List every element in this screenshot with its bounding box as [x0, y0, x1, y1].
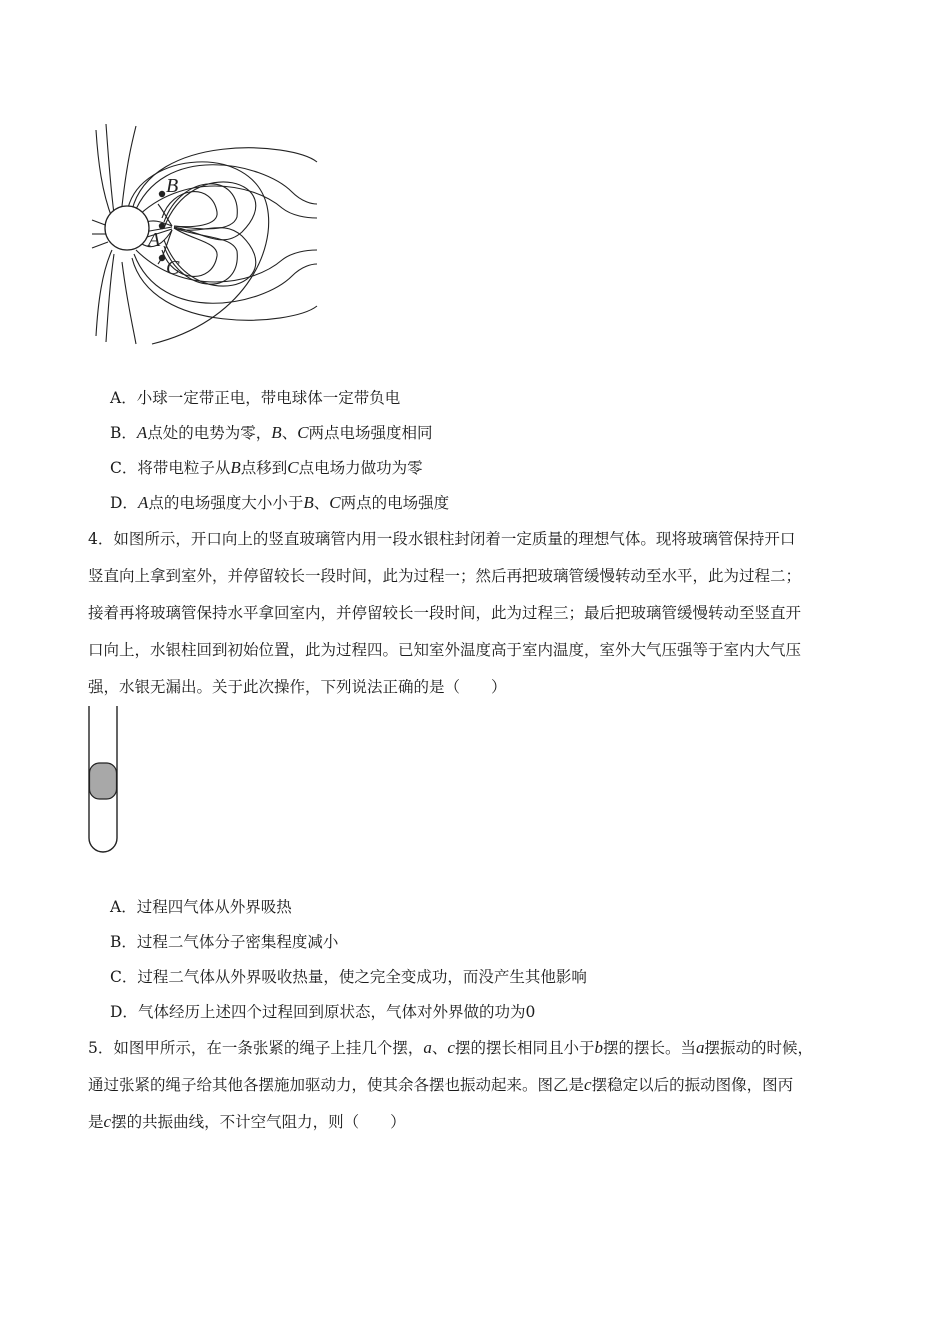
q3-option-d: D．A点的电场强度大小小于B、C两点的电场强度	[110, 493, 450, 512]
q4-stem-line-2: 竖直向上拿到室外，并停留较长一段时间，此为过程一；然后再把玻璃管缓慢转动至水平，此为过程二；	[88, 567, 802, 585]
q4-option-a: A．过程四气体从外界吸热	[110, 898, 292, 916]
q5-stem-line-1: 5．如图甲所示，在一条张紧的绳子上挂几个摆，a、c摆的摆长相同且小于b摆的摆长。当a摆振动的时候，	[88, 1038, 813, 1057]
label-b: B	[166, 175, 179, 197]
q4-stem-line-5: 强，水银无漏出。关于此次操作，下列说法正确的是（ ）	[88, 678, 507, 696]
point-b-dot	[159, 191, 165, 197]
charged-sphere	[105, 206, 149, 250]
q3-option-c: C．将带电粒子从B点移到C点电场力做功为零	[110, 458, 423, 477]
glass-tube-figure	[86, 706, 126, 858]
label-a: A	[148, 229, 161, 251]
q5-stem-line-3: 是c摆的共振曲线，不计空气阻力，则（ ）	[88, 1112, 406, 1131]
q5-stem-line-2: 通过张紧的绳子给其他各摆施加驱动力，使其余各摆也振动起来。图乙是c摆稳定以后的振动图像，图丙	[88, 1075, 794, 1094]
field-line-figure	[92, 122, 322, 347]
point-c-dot	[159, 255, 165, 261]
q4-option-c: C．过程二气体从外界吸收热量，使之完全变成功，而没产生其他影响	[110, 968, 587, 986]
q3-option-b: B．A点处的电势为零，B、C两点电场强度相同	[110, 423, 433, 442]
mercury-column	[90, 763, 117, 799]
q4-stem-line-3: 接着再将玻璃管保持水平拿回室内，并停留较长一段时间，此为过程三；最后把玻璃管缓慢转动至竖直开	[88, 604, 802, 622]
q4-stem-line-4: 口向上，水银柱回到初始位置，此为过程四。已知室外温度高于室内温度，室外大气压强等于室内大气压	[88, 641, 802, 659]
q4-option-b: B．过程二气体分子密集程度减小	[110, 933, 339, 951]
q3-option-a: A．小球一定带正电，带电球体一定带负电	[110, 389, 401, 407]
q4-option-d: D．气体经历上述四个过程回到原状态，气体对外界做的功为0	[110, 1003, 536, 1021]
q4-stem-line-1: 4．如图所示，开口向上的竖直玻璃管内用一段水银柱封闭着一定质量的理想气体。现将玻璃管保持开口	[88, 530, 796, 548]
label-c: C	[166, 257, 180, 279]
